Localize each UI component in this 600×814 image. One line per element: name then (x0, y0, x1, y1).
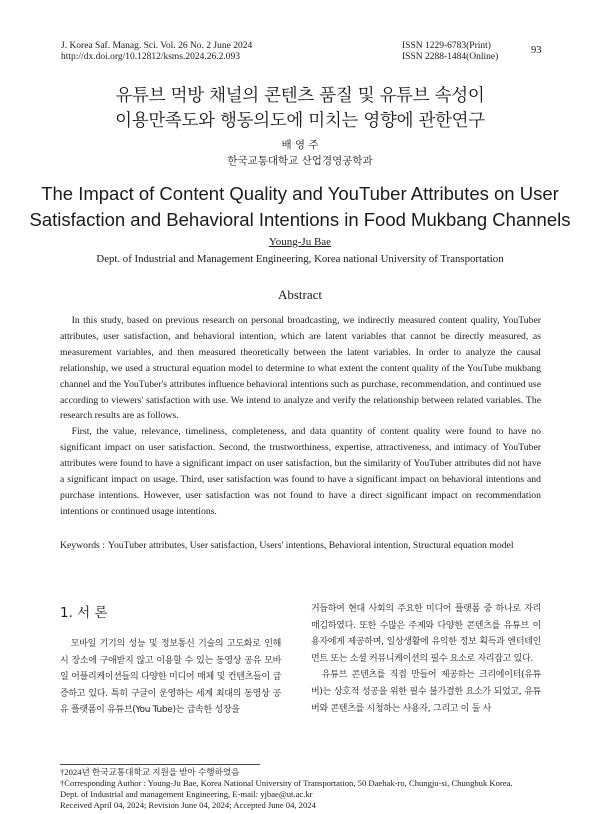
english-author (0, 236, 600, 248)
korean-title-line2: 이용만족도와 행동의도에 미치는 영향에 관한연구 (115, 111, 485, 131)
abstract-body (60, 313, 541, 520)
body-column-left (60, 636, 281, 719)
abstract-paragraph-2: First, the value, relevance, timeliness, completeness, and data quantity of content quality were found to have no significant impact on user satisfaction. Second, the trustworthiness, expertise, attractiveness, and intimacy of YouTuber attributes were found to have a significant impact on user satisfaction, but the similarity of YouTuber attributes did not have a significant impact on usage. Third, user satisfaction was found to have a significant impact on behavioral intentions and purchase intentions. However, user satisfaction was not found to have a direct significant impact on recommendation intentions or continued usage intentions. (60, 426, 541, 517)
section-title-introduction: 1. 서 론 (60, 605, 108, 621)
keywords (60, 538, 541, 554)
issn-print: ISSN 1229-6783(Print) (402, 41, 491, 51)
doi-link[interactable]: http://dx.doi.org/10.12812/ksms.2024.26.2.093 (61, 52, 241, 62)
footnote-dates: Received April 04, 2024; Revision June 04, 2024; Accepted June 04, 2024 (60, 799, 316, 810)
issn-online: ISSN 2288-1484(Online) (402, 52, 499, 62)
footnote-divider (60, 764, 260, 765)
page-number: 93 (531, 45, 542, 56)
keywords-label: Keywords : (60, 540, 105, 551)
intro-paragraph-1: 모바일 기기의 성능 및 정보통신 기술의 고도화로 인해 시 장소에 구애받지 않고 이용할 수 있는 동영상 공유 모바일 어플리케이션들의 다양한 미디어 매체 및 컨텐츠들이 급증하고 있다. 특히 구글이 운영하는 세계 최대의 동영상 공유 플랫폼이 유튜브(You Tube)는 급속한 성장을 (60, 639, 281, 716)
footnote-funding: †2024년 한국교통대학교 지원을 받아 수행하였음 (60, 767, 240, 777)
footnotes (60, 767, 550, 811)
abstract-paragraph-1: In this study, based on previous research on personal broadcasting, we indirectly measured content quality, YouTuber attributes, user satisfaction, and behavioral intention, which are latent variables that cannot be directly measured, as measurement variables, and then measured theoretically between the latent variables. In order to analyze the causal relationship, we used a structural equation model to determine to what extent the content quality of the YouTube mukbang channel and the YouTuber's attributes influence behavioral intentions such as purchase, recommendation, and continued use according to viewers' satisfaction with use. We intend to analyze and verify the relationship between related variables. The research results are as follows. (60, 315, 541, 422)
author-name: Young-Ju Bae (268, 236, 332, 248)
footnote-affiliation-email: Dept. of Industrial and management Engineering, E-mail: yjbae@ut.ac.kr (60, 788, 313, 799)
keywords-text: YouTuber attributes, User satisfaction, Users' intentions, Behavioral intention, Structural equation model (107, 540, 514, 551)
korean-title-line1: 유튜브 먹방 채널의 콘텐츠 품질 및 유튜브 속성이 (115, 86, 485, 106)
body-column-right (311, 601, 541, 717)
journal-header (61, 41, 252, 63)
journal-citation: J. Korea Saf. Manag. Sci. Vol. 26 No. 2 June 2024 (61, 41, 253, 51)
korean-affiliation: 한국교통대학교 산업경영공학과 (227, 155, 373, 167)
intro-paragraph-1-continued: 거듭하여 현대 사회의 주요한 미디어 플랫폼 중 하나로 자리매김하였다. 또한 수많은 주제와 다양한 콘텐츠를 유튜브 이용자에게 제공하며, 일상생활에 유익한 정보 획득과 엔터테인먼트 또는 소셜 커뮤니케이션의 필수 요소로 자리잡고 있다. (311, 604, 541, 664)
english-title-line1: The Impact of Content Quality and YouTuber Attributes on User (41, 183, 559, 204)
footnote-corresponding-author: †Corresponding Author : Young-Ju Bae, Korea National University of Transportation, 50 Daehak-ro, Chungju-si, Chungbuk Korea. (60, 777, 513, 788)
intro-paragraph-2: 유튜브 콘텐츠를 직접 만들어 제공하는 크리에이터(유튜버)는 상호적 성공을 위한 필수 불가결한 요소가 되었고, 유튜버와 콘텐츠를 시청하는 사용자, 그리고 이 둘 사 (311, 670, 541, 714)
abstract-heading: Abstract (277, 287, 323, 302)
korean-author: 배 영 주 (281, 139, 319, 151)
english-title-line2: Satisfaction and Behavioral Intentions in Food Mukbang Channels (29, 209, 571, 230)
issn-block (402, 41, 498, 63)
english-affiliation: Dept. of Industrial and Management Engineering, Korea national University of Transportation (96, 253, 504, 265)
